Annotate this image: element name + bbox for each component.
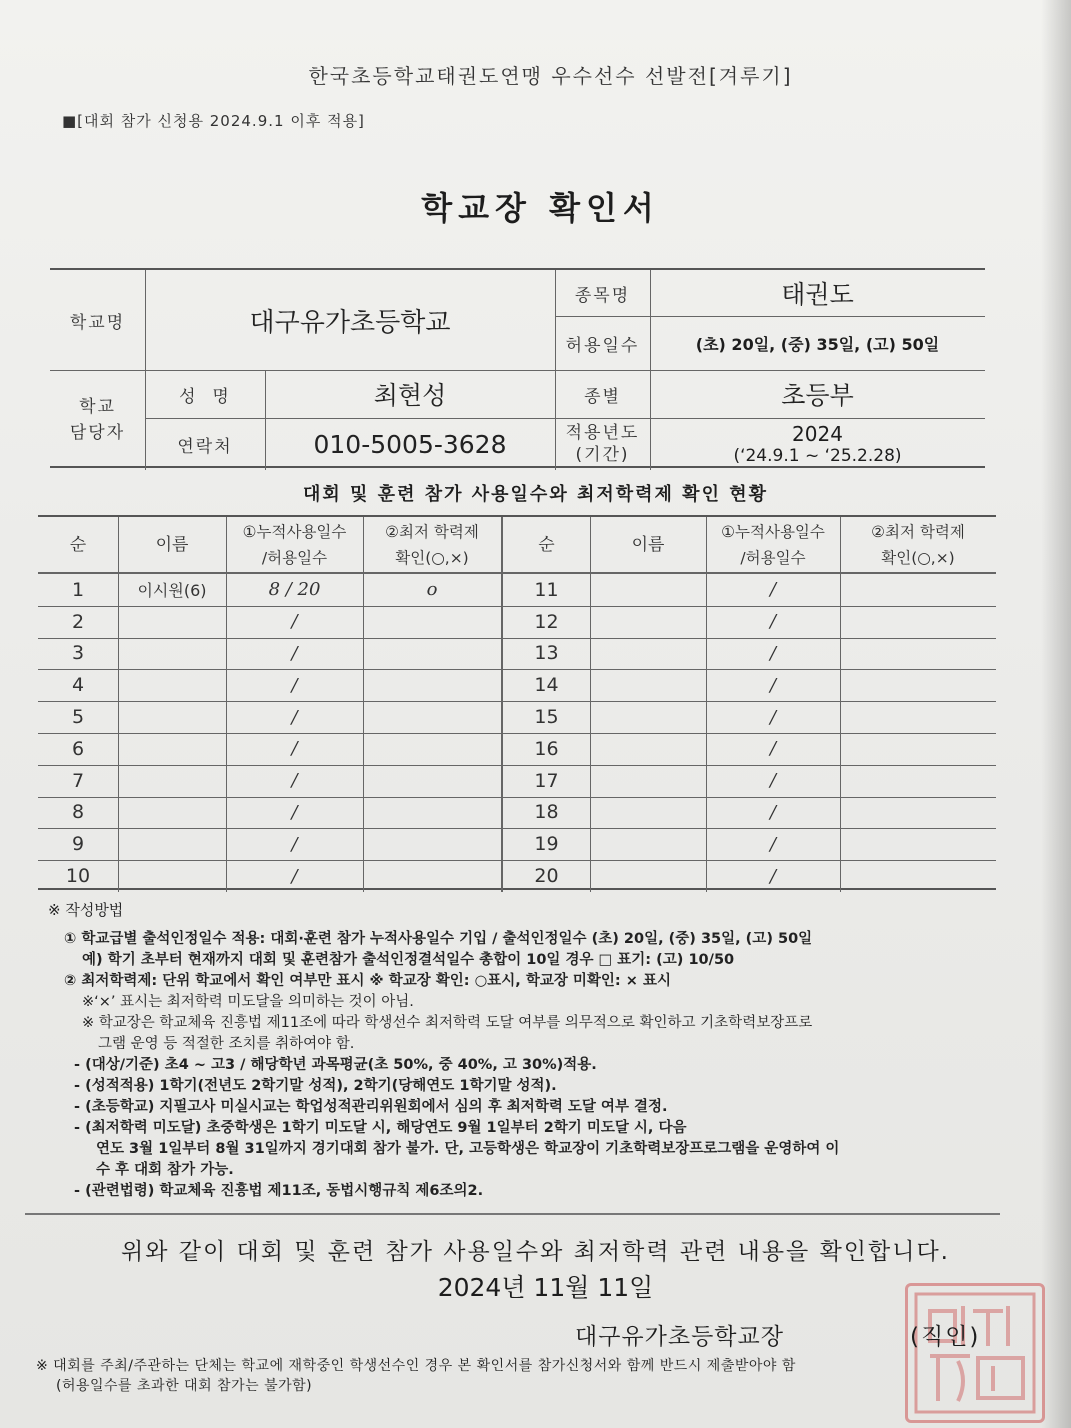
method-heading: ※ 작성방법 — [48, 901, 124, 919]
cell-name — [118, 733, 226, 765]
cell-no: 4 — [71, 674, 85, 697]
sport-label: 종목명 — [574, 285, 631, 306]
confirmation-statement: 위와 같이 대회 및 훈련 참가 사용일수와 최저학력 관련 내용을 확인합니다. — [121, 1239, 950, 1265]
cell-name — [118, 828, 226, 860]
method-line: - (초등학교) 지필고사 미실시교는 학업성적관리위원회에서 심의 후 최저학력 도달 여부 결정. — [74, 1099, 668, 1115]
cell-no: 8 — [71, 801, 85, 824]
principal-name: 대구유가초등학교장 — [575, 1324, 784, 1350]
period-value: (‘24.9.1 ~ ‘25.2.28) — [733, 446, 902, 466]
cell-days: / — [291, 611, 298, 633]
manager-label: 학교 담당자 — [69, 397, 126, 443]
cell-no: 3 — [71, 642, 85, 665]
cell-days: / — [291, 801, 298, 823]
cell-days: / — [769, 770, 777, 792]
cell-days: / — [291, 738, 298, 760]
cell-academic — [363, 828, 501, 860]
cell-days: / — [769, 706, 777, 728]
cell-name — [590, 638, 706, 670]
document-title: 학교장 확인서 — [421, 189, 660, 227]
cell-name — [118, 860, 226, 892]
cell-academic — [363, 733, 501, 765]
footer-note — [36, 1356, 1026, 1396]
col-academic-left: ②최저 학력제 확인(○,×) — [385, 522, 479, 567]
col-days-left: ①누적사용일수 /허용일수 — [242, 522, 347, 567]
year-value: 2024 — [792, 422, 843, 446]
info-table — [50, 268, 985, 468]
cell-name — [590, 606, 706, 638]
org-title: 한국초등학교태권도연맹 우수선수 선발전[겨루기] — [308, 64, 793, 88]
cell-days: / — [291, 706, 298, 728]
cell-no: 16 — [534, 737, 559, 760]
col-name-right: 이름 — [631, 534, 665, 555]
col-academic-right: ②최저 학력제 확인(○,×) — [871, 522, 965, 567]
sport-value: 태권도 — [781, 280, 854, 309]
col-days-right: ①누적사용일수 /허용일수 — [721, 522, 825, 567]
cell-no: 1 — [71, 578, 85, 601]
cell-days: / — [769, 642, 777, 664]
cell-no: 7 — [71, 769, 85, 792]
method-line: 연도 3월 1일부터 8월 31일까지 경기대회 참가 불가. 단, 고등학생은 학교장이 기초학력보장프로그램을 운영하여 이 — [96, 1141, 840, 1157]
cell-academic — [840, 606, 996, 638]
cell-academic — [840, 797, 996, 829]
cell-days: / — [769, 579, 777, 601]
cell-academic — [840, 733, 996, 765]
cell-no: 17 — [534, 769, 559, 792]
method-line: ② 최저학력제: 단위 학교에서 확인 여부만 표시 ※ 학교장 확인: ○표시, 학교장 미확인: × 표시 — [64, 973, 671, 989]
method-line: ※ 학교장은 학교체육 진흥법 제11조에 따라 학생선수 최저학력 도달 여부를 의무적으로 확인하고 기초학력보장프로 — [82, 1015, 813, 1031]
contact-label: 연락처 — [177, 436, 233, 457]
allowed-days-value: (초) 20일, (중) 35일, (고) 50일 — [695, 334, 940, 354]
divider — [25, 1213, 1000, 1215]
cell-name — [590, 669, 706, 701]
method-line: ① 학교급별 출석인정일수 적용: 대회·훈련 참가 누적사용일수 기입 / 출석인정일수 (초) 20일, (중) 35일, (고) 50일 — [64, 931, 813, 947]
cell-name — [118, 797, 226, 829]
cell-no: 20 — [534, 865, 559, 888]
usage-table — [38, 515, 996, 890]
cell-name — [590, 860, 706, 892]
division-label: 종별 — [584, 386, 621, 407]
cell-academic — [363, 797, 501, 829]
cell-academic — [840, 701, 996, 733]
cell-name — [590, 828, 706, 860]
method-line: - (대상/기준) 초4 ~ 고3 / 해당학년 과목평균(초 50%, 중 40%, 고 30%)적용. — [74, 1057, 597, 1073]
method-line: 그램 운영 등 적절한 조치를 취하여야 함. — [98, 1036, 355, 1052]
cell-no: 15 — [534, 706, 559, 729]
cell-no: 14 — [534, 674, 559, 697]
cell-academic — [840, 860, 996, 892]
cell-academic — [840, 638, 996, 670]
manager-name-label: 성 명 — [179, 386, 231, 407]
cell-academic — [840, 669, 996, 701]
method-line: - (관련법령) 학교체육 진흥법 제11조, 동법시행규칙 제6조의2. — [74, 1183, 484, 1199]
cell-no: 18 — [534, 801, 559, 824]
cell-academic — [363, 765, 501, 797]
cell-name — [590, 574, 706, 606]
cell-name — [118, 765, 226, 797]
cell-academic — [363, 701, 501, 733]
cell-days: / — [769, 801, 777, 823]
cell-name — [118, 669, 226, 701]
cell-no: 10 — [65, 865, 91, 888]
seal-label: (직인) — [910, 1324, 981, 1350]
cell-days: / — [769, 674, 777, 696]
cell-academic — [840, 765, 996, 797]
method-line: ※‘×’ 표시는 최저학력 미도달을 의미하는 것이 아님. — [82, 994, 414, 1010]
cell-name — [590, 765, 706, 797]
contact-value: 010-5005-3628 — [313, 429, 507, 459]
cell-academic — [840, 574, 996, 606]
footer-line: (허용일수를 초과한 대회 참가는 불가함) — [56, 1378, 313, 1394]
cell-no: 11 — [534, 578, 559, 601]
cell-days: / — [769, 865, 777, 887]
cell-days: / — [291, 770, 298, 792]
year-label: 적용년도 (기간) — [565, 423, 640, 465]
method-line: - (최저학력 미도달) 초중학생은 1학기 미도달 시, 해당연도 9월 1일부터 2학기 미도달 시, 다음 — [74, 1120, 687, 1136]
writing-method — [48, 900, 968, 1202]
cell-days: / — [291, 674, 298, 696]
cell-no: 5 — [71, 706, 85, 729]
school-name-label: 학교명 — [69, 312, 126, 333]
col-name-left: 이름 — [155, 534, 189, 555]
cell-days: / — [769, 611, 777, 633]
usage-section-title: 대회 및 훈련 참가 사용일수와 최저학력제 확인 현황 — [302, 484, 768, 505]
cell-name — [118, 606, 226, 638]
cell-academic — [363, 669, 501, 701]
cell-name — [118, 638, 226, 670]
cell-no: 13 — [534, 642, 559, 665]
cell-no: 2 — [71, 610, 85, 633]
cell-days: / — [769, 738, 777, 760]
cell-no: 9 — [71, 833, 85, 856]
confirmation-date: 2024년 11월 11일 — [437, 1273, 654, 1302]
cell-name — [118, 701, 226, 733]
official-seal — [905, 1283, 1045, 1423]
year-cell — [650, 418, 985, 470]
manager-name-value: 최현성 — [373, 381, 447, 410]
cell-days: 8 / 20 — [268, 579, 321, 601]
cell-no: 19 — [534, 833, 559, 856]
cell-academic — [363, 860, 501, 892]
cell-name — [590, 797, 706, 829]
cell-days: / — [769, 833, 777, 855]
cell-days: / — [291, 833, 298, 855]
seal-pattern-icon — [908, 1286, 1042, 1420]
col-no-left: 순 — [69, 534, 87, 555]
allowed-days-label: 허용일수 — [565, 335, 640, 356]
cell-name — [590, 701, 706, 733]
cell-no: 6 — [71, 737, 85, 760]
application-note: ■[대회 참가 신청용 2024.9.1 이후 적용] — [62, 112, 365, 130]
school-name-value: 대구유가초등학교 — [249, 307, 451, 338]
cell-academic — [363, 638, 501, 670]
division-value: 초등부 — [781, 381, 854, 410]
cell-name: 이시원(6) — [137, 581, 207, 601]
method-line: 예) 학기 초부터 현재까지 대회 및 훈련참가 출석인정결석일수 총합이 10일 경우 □ 표기: (고) 10/50 — [82, 952, 735, 968]
col-no-right: 순 — [538, 534, 555, 555]
cell-academic — [363, 606, 501, 638]
cell-academic — [840, 828, 996, 860]
footer-line: ※ 대회를 주최/주관하는 단체는 학교에 재학중인 학생선수인 경우 본 확인서를 참가신청서와 함께 반드시 제출받아야 함 — [36, 1358, 796, 1374]
method-line: - (성적적용) 1학기(전년도 2학기말 성적), 2학기(당해연도 1학기말 성적). — [74, 1078, 557, 1094]
cell-days: / — [291, 642, 298, 664]
cell-name — [590, 733, 706, 765]
cell-academic: o — [426, 579, 438, 601]
cell-days: / — [291, 865, 298, 887]
cell-no: 12 — [534, 610, 559, 633]
method-line: 수 후 대회 참가 가능. — [96, 1162, 234, 1178]
